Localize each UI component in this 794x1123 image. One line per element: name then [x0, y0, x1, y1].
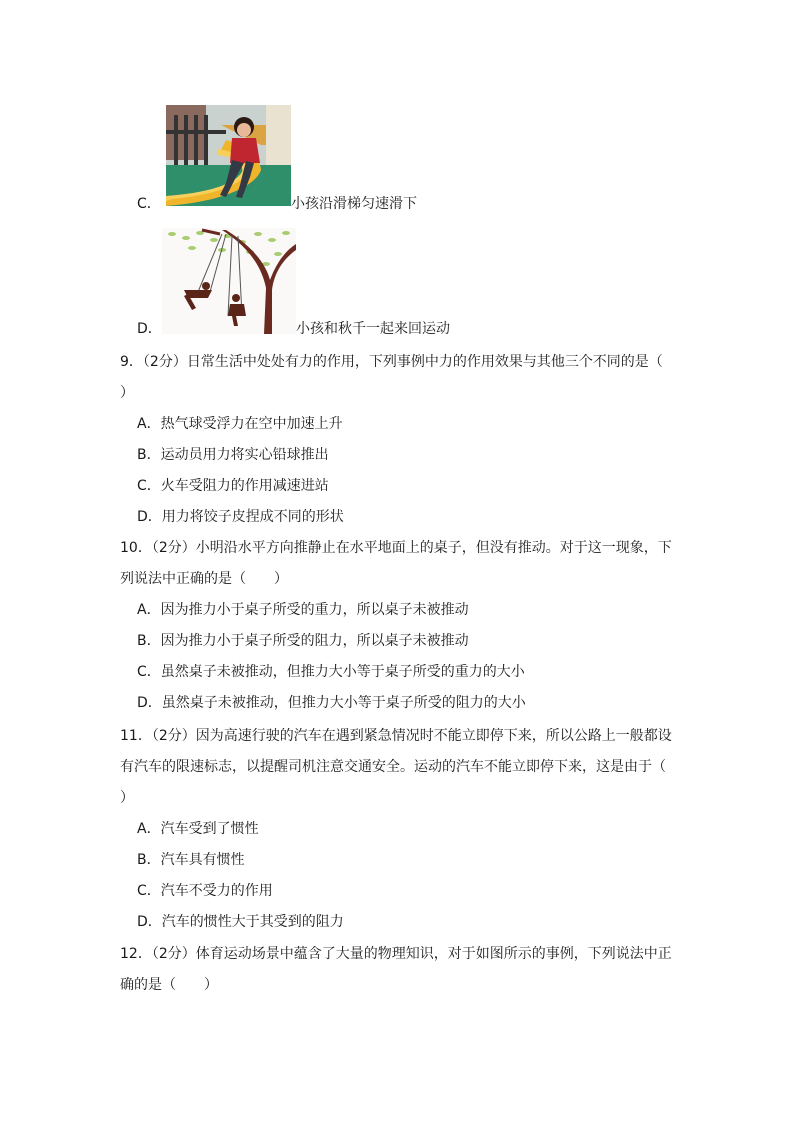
- slide-photo: [166, 105, 291, 206]
- question-9-option-a: A．热气球受浮力在空中加速上升: [137, 416, 343, 432]
- question-9-option-b: B．运动员用力将实心铅球推出: [137, 447, 329, 463]
- question-10-option-d: D．虽然桌子未被推动，但推力大小等于桌子所受的阻力的大小: [137, 695, 526, 711]
- option-c-text: 小孩沿滑梯匀速滑下: [291, 196, 417, 212]
- question-10-stem: 10．（2分）小明沿水平方向推静止在水平地面上的桌子，但没有推动。对于这一现象，下: [120, 540, 672, 556]
- question-10-option-b: B．因为推力小于桌子所受的阻力，所以桌子未被推动: [137, 633, 469, 649]
- question-9-stem-cont: ）: [120, 385, 134, 401]
- question-9-option-c: C．火车受阻力的作用减速进站: [137, 478, 329, 494]
- swing-illustration: [162, 228, 296, 334]
- question-11-stem-cont2: ）: [120, 790, 134, 806]
- option-d-text: 小孩和秋千一起来回运动: [296, 321, 450, 337]
- question-11-stem-cont: 有汽车的限速标志，以提醒司机注意交通安全。运动的汽车不能立即停下来，这是由于（: [120, 759, 666, 775]
- question-10-option-c: C．虽然桌子未被推动，但推力大小等于桌子所受的重力的大小: [137, 664, 525, 680]
- question-10-stem-cont: 列说法中正确的是（ ）: [120, 571, 288, 587]
- question-12-stem: 12．（2分）体育运动场景中蕴含了大量的物理知识，对于如图所示的事例，下列说法中正: [120, 946, 672, 962]
- option-d-letter: D．: [137, 321, 162, 337]
- question-10-option-a: A．因为推力小于桌子所受的重力，所以桌子未被推动: [137, 602, 469, 618]
- question-11-stem: 11．（2分）因为高速行驶的汽车在遇到紧急情况时不能立即停下来，所以公路上一般都设: [120, 728, 672, 744]
- question-11-option-c: C．汽车不受力的作用: [137, 883, 273, 899]
- question-11-option-a: A．汽车受到了惯性: [137, 821, 259, 837]
- question-12-stem-cont: 确的是（ ）: [120, 977, 218, 993]
- question-11-option-d: D．汽车的惯性大于其受到的阻力: [137, 914, 344, 930]
- question-9-stem: 9．（2分）日常生活中处处有力的作用，下列事例中力的作用效果与其他三个不同的是（: [120, 354, 663, 370]
- option-c-letter: C．: [137, 196, 161, 212]
- question-9-option-d: D．用力将饺子皮捏成不同的形状: [137, 509, 344, 525]
- question-11-option-b: B．汽车具有惯性: [137, 852, 245, 868]
